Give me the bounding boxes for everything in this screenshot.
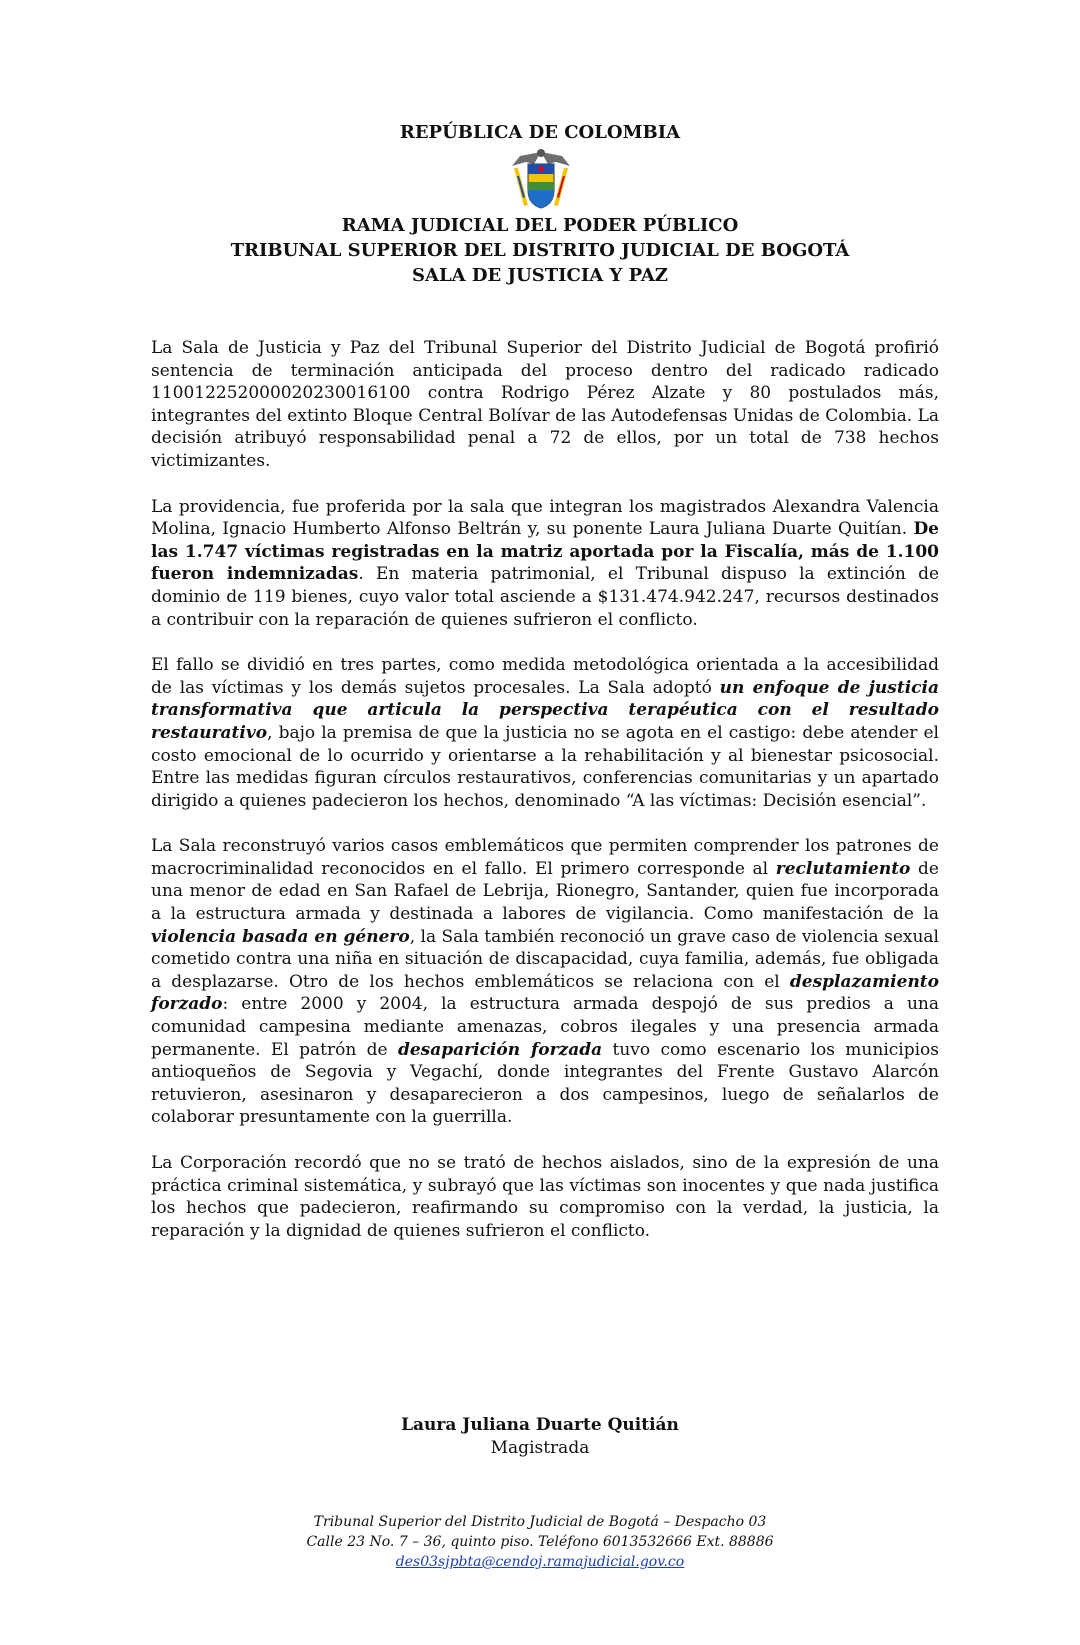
paragraph-2	[151, 496, 939, 632]
text-run: La Sala reconstruyó varios casos emblemáticos que permiten comprender los patrones de macrocriminalidad reconocidos en el fallo. El primero corresponde al	[151, 836, 939, 879]
signatory-role: Magistrada	[490, 1438, 590, 1458]
bold-italic-text: violencia basada en género	[151, 926, 410, 947]
page-footer	[0, 1512, 1080, 1572]
country-heading: REPÚBLICA DE COLOMBIA	[399, 122, 681, 143]
paragraph-4	[151, 835, 939, 1129]
bold-italic-text: desaparición forzada	[397, 1039, 603, 1060]
signatory-name: Laura Juliana Duarte Quitián	[401, 1415, 679, 1435]
footer-email-link[interactable]: des03sjpbta@cendoj.ramajudicial.gov.co	[395, 1554, 685, 1570]
document-body	[151, 337, 939, 1265]
text-run: , la Sala también reconoció un grave caso de violencia sexual cometido contra una niña en situación de discapacidad, cuya familia, además, fue obligada a desplazarse. Otro de los hechos emblemáticos se relaciona con el	[151, 926, 939, 992]
coat-of-arms-of-colombia-icon	[506, 146, 576, 214]
text-run: : entre 2000 y 2004, la estructura armada despojó de sus predios a una comunidad campesina mediante amenazas, cobros ilegales y una presencia armada permanente. El patrón de	[151, 994, 939, 1060]
paragraph-3	[151, 654, 939, 812]
footer-address: Calle 23 No. 7 – 36, quinto piso. Teléfono 6013532666 Ext. 88886	[306, 1534, 774, 1550]
text-run: , bajo la premisa de que la justicia no se agota en el castigo: debe atender el costo emocional de lo ocurrido y orientarse a la rehabilitación y al bienestar psicosocial. Entre las medidas figuran círculos restaurativos, conferencias comunitarias y un apartado dirigido a quienes padecieron los hechos, denominado “A las víctimas: Decisión esencial”.	[151, 722, 939, 811]
paragraph-5: La Corporación recordó que no se trató de hechos aislados, sino de la expresión de una práctica criminal sistemática, y subrayó que las víctimas son inocentes y que nada justifica los hechos que padecieron, reafirmando su compromiso con la verdad, la justicia, la reparación y la dignidad de quienes sufrieron el conflicto.	[151, 1153, 939, 1241]
heading-line-3: SALA DE JUSTICIA Y PAZ	[412, 265, 668, 286]
text-run: tuvo como escenario los municipios antioqueños de Segovia y Vegachí, donde integrantes del Frente Gustavo Alarcón retuvieron, asesinaron y desaparecieron a dos campesinos, luego de señalarlos de colaborar presuntamente con la guerrilla.	[151, 1039, 939, 1128]
bold-italic-text: desplazamiento forzado	[151, 971, 939, 1015]
text-run: El fallo se dividió en tres partes, como medida metodológica orientada a la accesibilidad de las víctimas y los demás sujetos procesales. La Sala adoptó	[151, 655, 939, 698]
text-run: de una menor de edad en San Rafael de Lebrija, Rionegro, Santander, quien fue incorporada a la estructura armada y destinada a labores de vigilancia. Como manifestación de la	[151, 858, 939, 925]
bold-italic-text: reclutamiento	[775, 858, 911, 879]
bold-text: De las 1.747 víctimas registradas en la matriz aportada por la Fiscalía, más de 1.100 fueron indemnizadas	[151, 519, 939, 585]
text-run: . En materia patrimonial, el Tribunal dispuso la extinción de dominio de 119 bienes, cuyo valor total asciende a $131.474.942.247, recursos destinados a contribuir con la reparación de quienes sufrieron el conflicto.	[151, 564, 940, 630]
heading-line-2: TRIBUNAL SUPERIOR DEL DISTRITO JUDICIAL DE BOGOTÁ	[230, 240, 850, 261]
bold-italic-text: un enfoque de justicia transformativa que articula la perspectiva terapéutica con el resultado restaurativo	[151, 677, 939, 743]
institution-heading	[0, 213, 1080, 288]
heading-line-1: RAMA JUDICIAL DEL PODER PÚBLICO	[341, 215, 739, 236]
paragraph-1: La Sala de Justicia y Paz del Tribunal Superior del Distrito Judicial de Bogotá profirió sentencia de terminación anticipada del proceso dentro del radicado radicado 110012252000020230016100 contra Rodrigo Pérez Alzate y 80 postulados más, integrantes del extinto Bloque Central Bolívar de las Autodefensas Unidas de Colombia. La decisión atribuyó responsabilidad penal a 72 de ellos, por un total de 738 hechos victimizantes.	[151, 338, 939, 471]
text-run: La providencia, fue proferida por la sala que integran los magistrados Alexandra Valencia Molina, Ignacio Humberto Alfonso Beltrán y, su ponente Laura Juliana Duarte Quitían.	[151, 496, 939, 540]
footer-office: Tribunal Superior del Distrito Judicial de Bogotá – Despacho 03	[313, 1514, 767, 1530]
